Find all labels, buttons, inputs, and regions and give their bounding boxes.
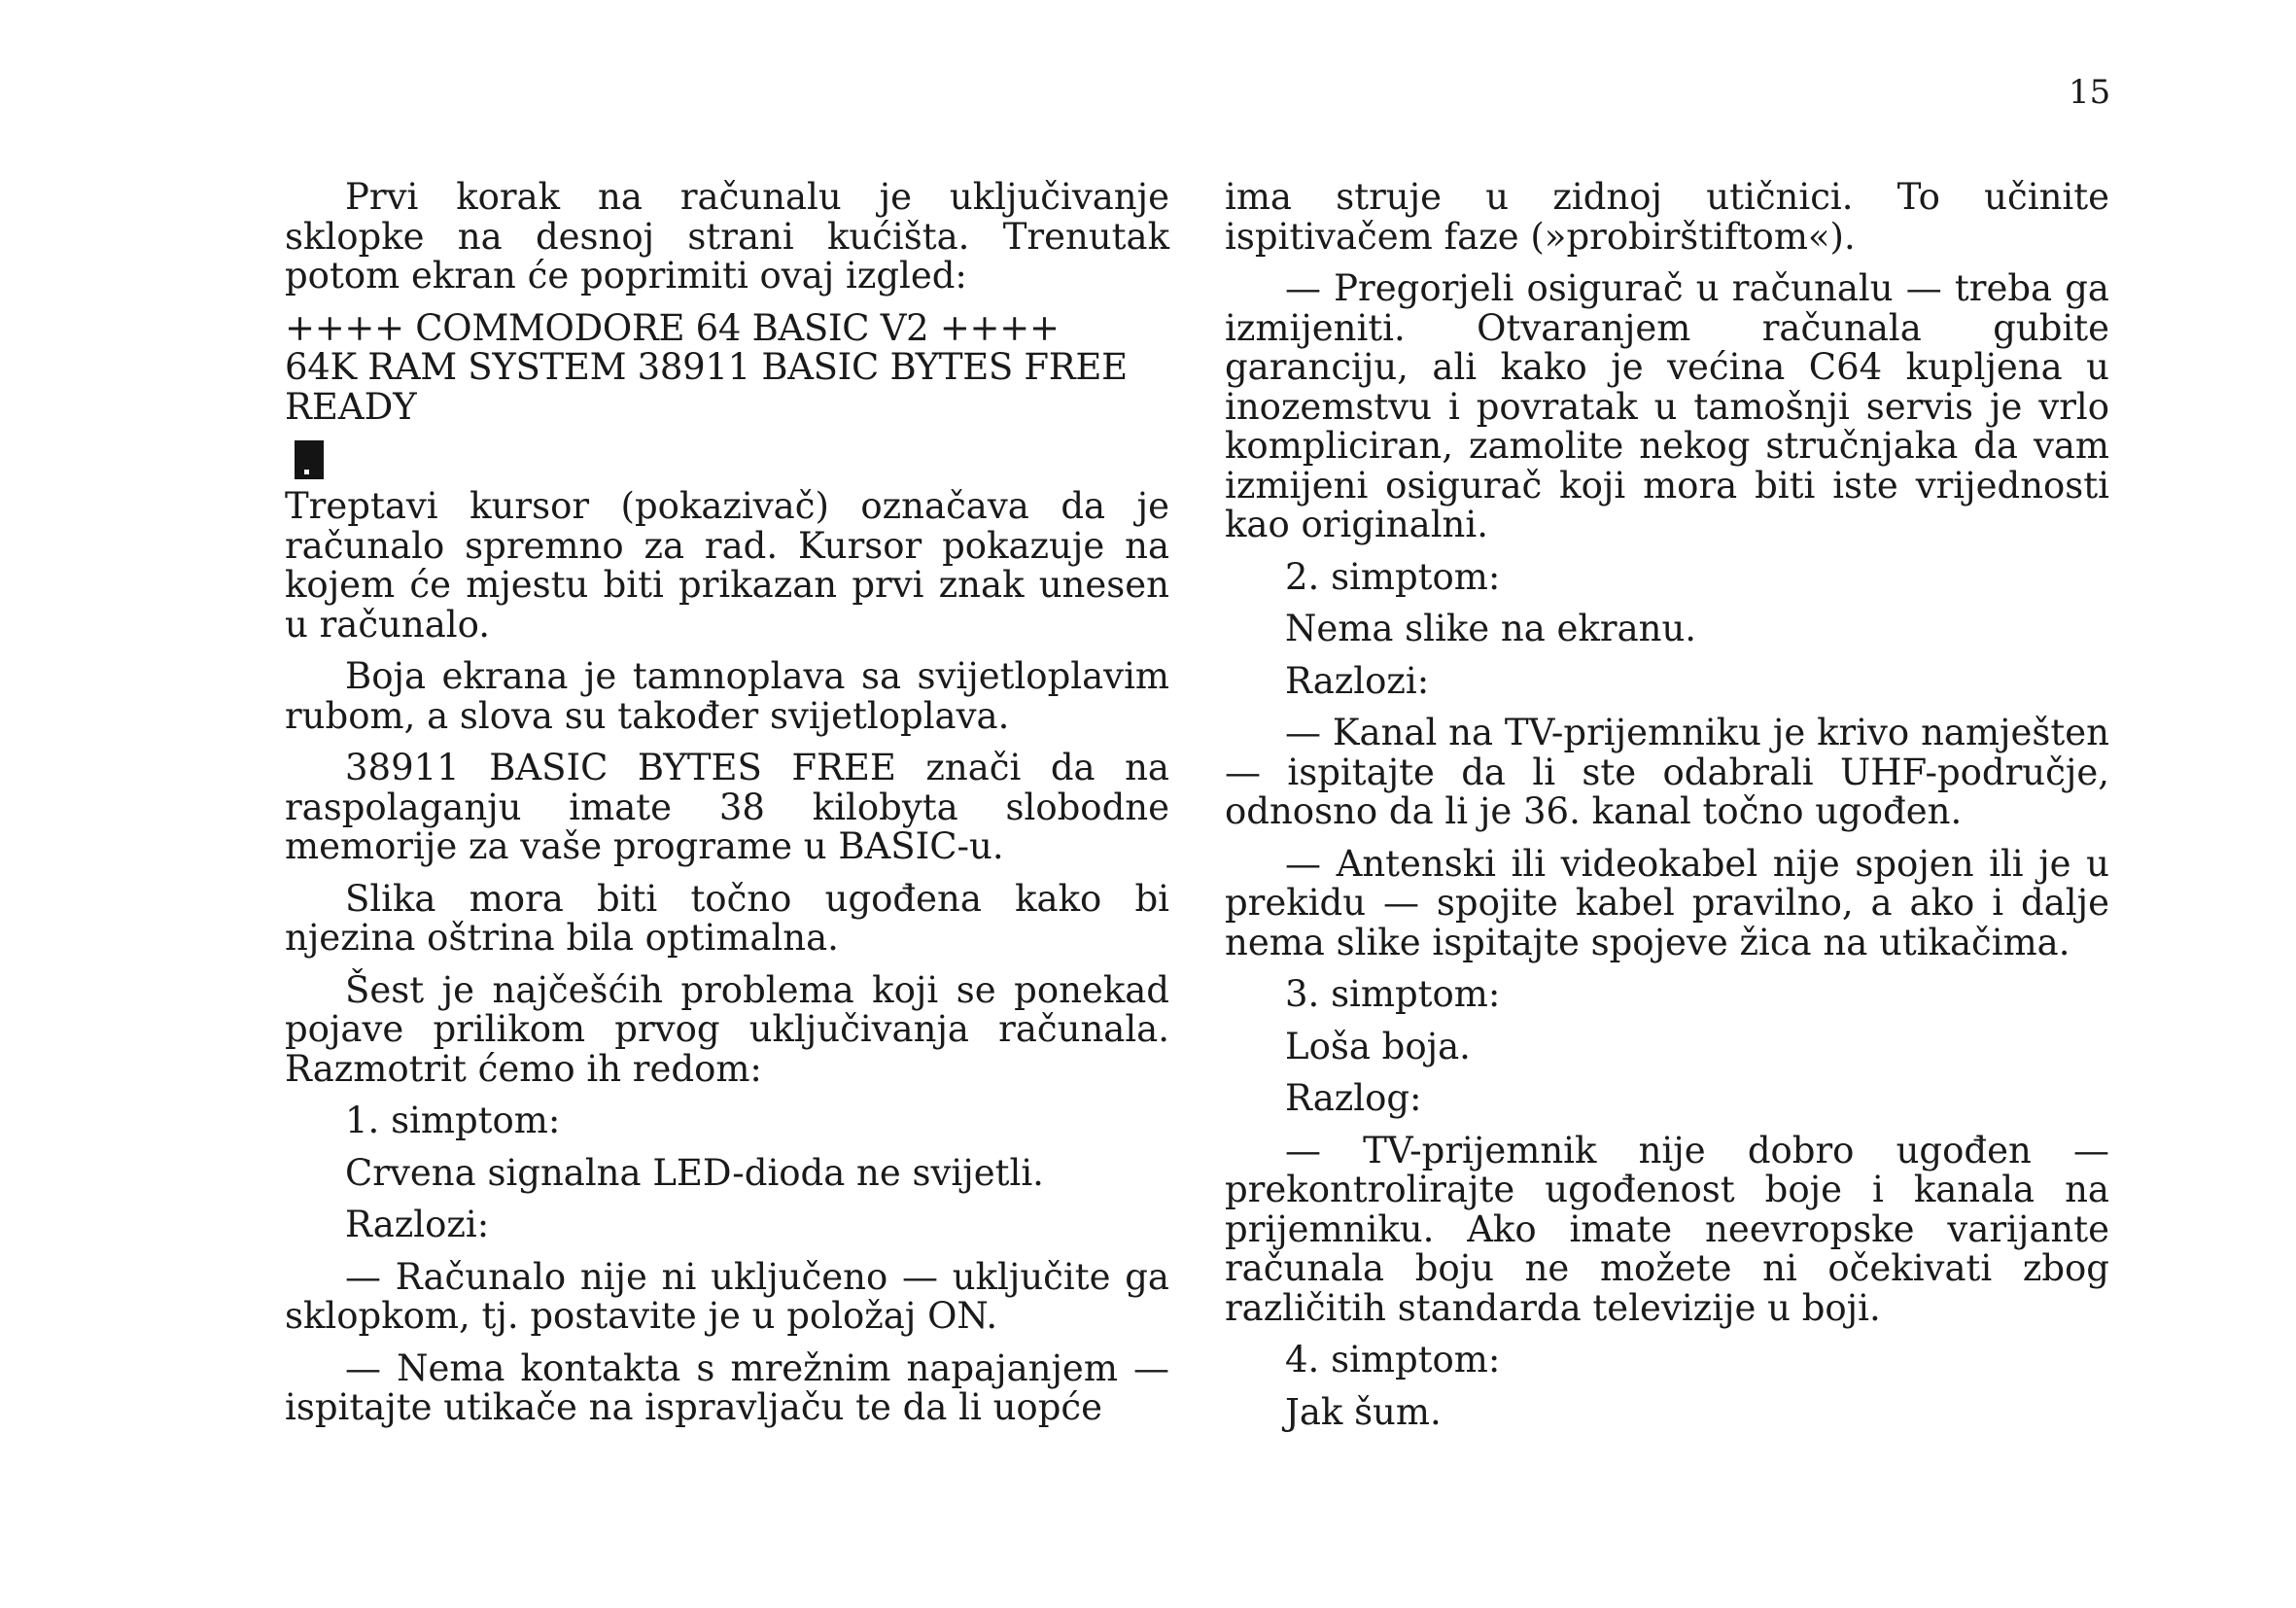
screen-line-banner: ++++ COMMODORE 64 BASIC V2 ++++ xyxy=(285,306,1060,349)
problems-paragraph: Šest je najčešćih problema koji se ponekad pojave prilikom prvog uključivanja računala. Razmotrit ćemo ih redom: xyxy=(285,968,1169,1090)
bytes-free-paragraph: 38911 BASIC BYTES FREE znači da na raspolaganju imate 38 kilobyta slobodne memorije za vaše programe u BASIC-u. xyxy=(285,747,1169,867)
left-column xyxy=(285,178,1169,1428)
symptom-1-text: Crvena signalna LED-dioda ne svijetli. xyxy=(345,1151,1044,1194)
right-column xyxy=(1225,178,2109,1432)
symptom-3-reason-label: Razlog: xyxy=(1285,1077,1422,1119)
symptom-3-title: 3. simptom: xyxy=(1285,973,1501,1015)
symptom-4-text: Jak šum. xyxy=(1285,1390,1442,1433)
symptom-2-reasons-label: Razlozi: xyxy=(1285,659,1430,702)
symptom-2-title: 2. simptom: xyxy=(1285,555,1501,598)
symptom-1-reason-1: — Računalo nije ni uključeno — uključite ga sklopkom, tj. postavite je u položaj ON. xyxy=(285,1255,1169,1337)
screen-color-paragraph: Boja ekrana je tamnoplava sa svijetloplavim rubom, a slova su također svijetloplava. xyxy=(285,655,1169,737)
symptom-1-reasons-label: Razlozi: xyxy=(345,1204,490,1245)
screen-line-ready: READY xyxy=(285,385,417,428)
symptom-2-text: Nema slike na ekranu. xyxy=(1285,608,1697,649)
symptom-2-reason-2: — Antenski ili videokabel nije spojen ili je u prekidu — spojite kabel pravilno, a ako i dalje nema slike ispitajte spojeve žica na utikačima. xyxy=(1225,842,2109,963)
cursor-block-icon xyxy=(295,440,324,479)
symptom-3-text: Loša boja. xyxy=(1285,1025,1471,1067)
symptom-3-reason-1: — TV-prijemnik nije dobro ugođen — prekontrolirajte ugođenost boje i kanala na prijemniku. Ako imate neevropske varijante računala boju ne možete ni očekivati zbog različitih standarda televizije u boji. xyxy=(1225,1129,2109,1329)
symptom-1-reason-2: — Nema kontakta s mrežnim napajanjem — ispitajte utikače na ispravljaču te da li uopće xyxy=(285,1346,1169,1428)
screen-line-memory: 64K RAM SYSTEM 38911 BASIC BYTES FREE xyxy=(285,346,1128,388)
intro-paragraph: Prvi korak na računalu je uključivanje sklopke na desnoj strani kućišta. Trenutak potom ekran će poprimiti ovaj izgled: xyxy=(285,176,1169,297)
symptom-1-reason-3: — Pregorjeli osigurač u računalu — treba ga izmijeniti. Otvaranjem računala gubite garanciju, ali kako je većina C64 kupljena u inozemstvu i povratak u tamošnji servis je vrlo kompliciran, zamolite nekog stručnjaka da vam izmijeni osigurač koji mora biti iste vrijednosti kao originalni. xyxy=(1225,267,2109,545)
symptom-1-title: 1. simptom: xyxy=(345,1100,561,1141)
reason-2-continuation: ima struje u zidnoj utičnici. To učinite ispitivačem faze (»probirštiftom«). xyxy=(1225,176,2109,258)
symptom-2-reason-1: — Kanal na TV-prijemniku je krivo namješten — ispitajte da li ste odabrali UHF-područje, odnosno da li je 36. kanal točno ugođen. xyxy=(1225,712,2109,832)
symptom-4-title: 4. simptom: xyxy=(1285,1339,1501,1381)
page-number: 15 xyxy=(2069,73,2111,112)
sharpness-paragraph: Slika mora biti točno ugođena kako bi njezina oštrina bila optimalna. xyxy=(285,877,1169,959)
cursor-paragraph: Treptavi kursor (pokazivač) označava da je računalo spremno za rad. Kursor pokazuje na kojem će mjestu biti prikazan prvi znak unesen u računalo. xyxy=(285,485,1169,646)
